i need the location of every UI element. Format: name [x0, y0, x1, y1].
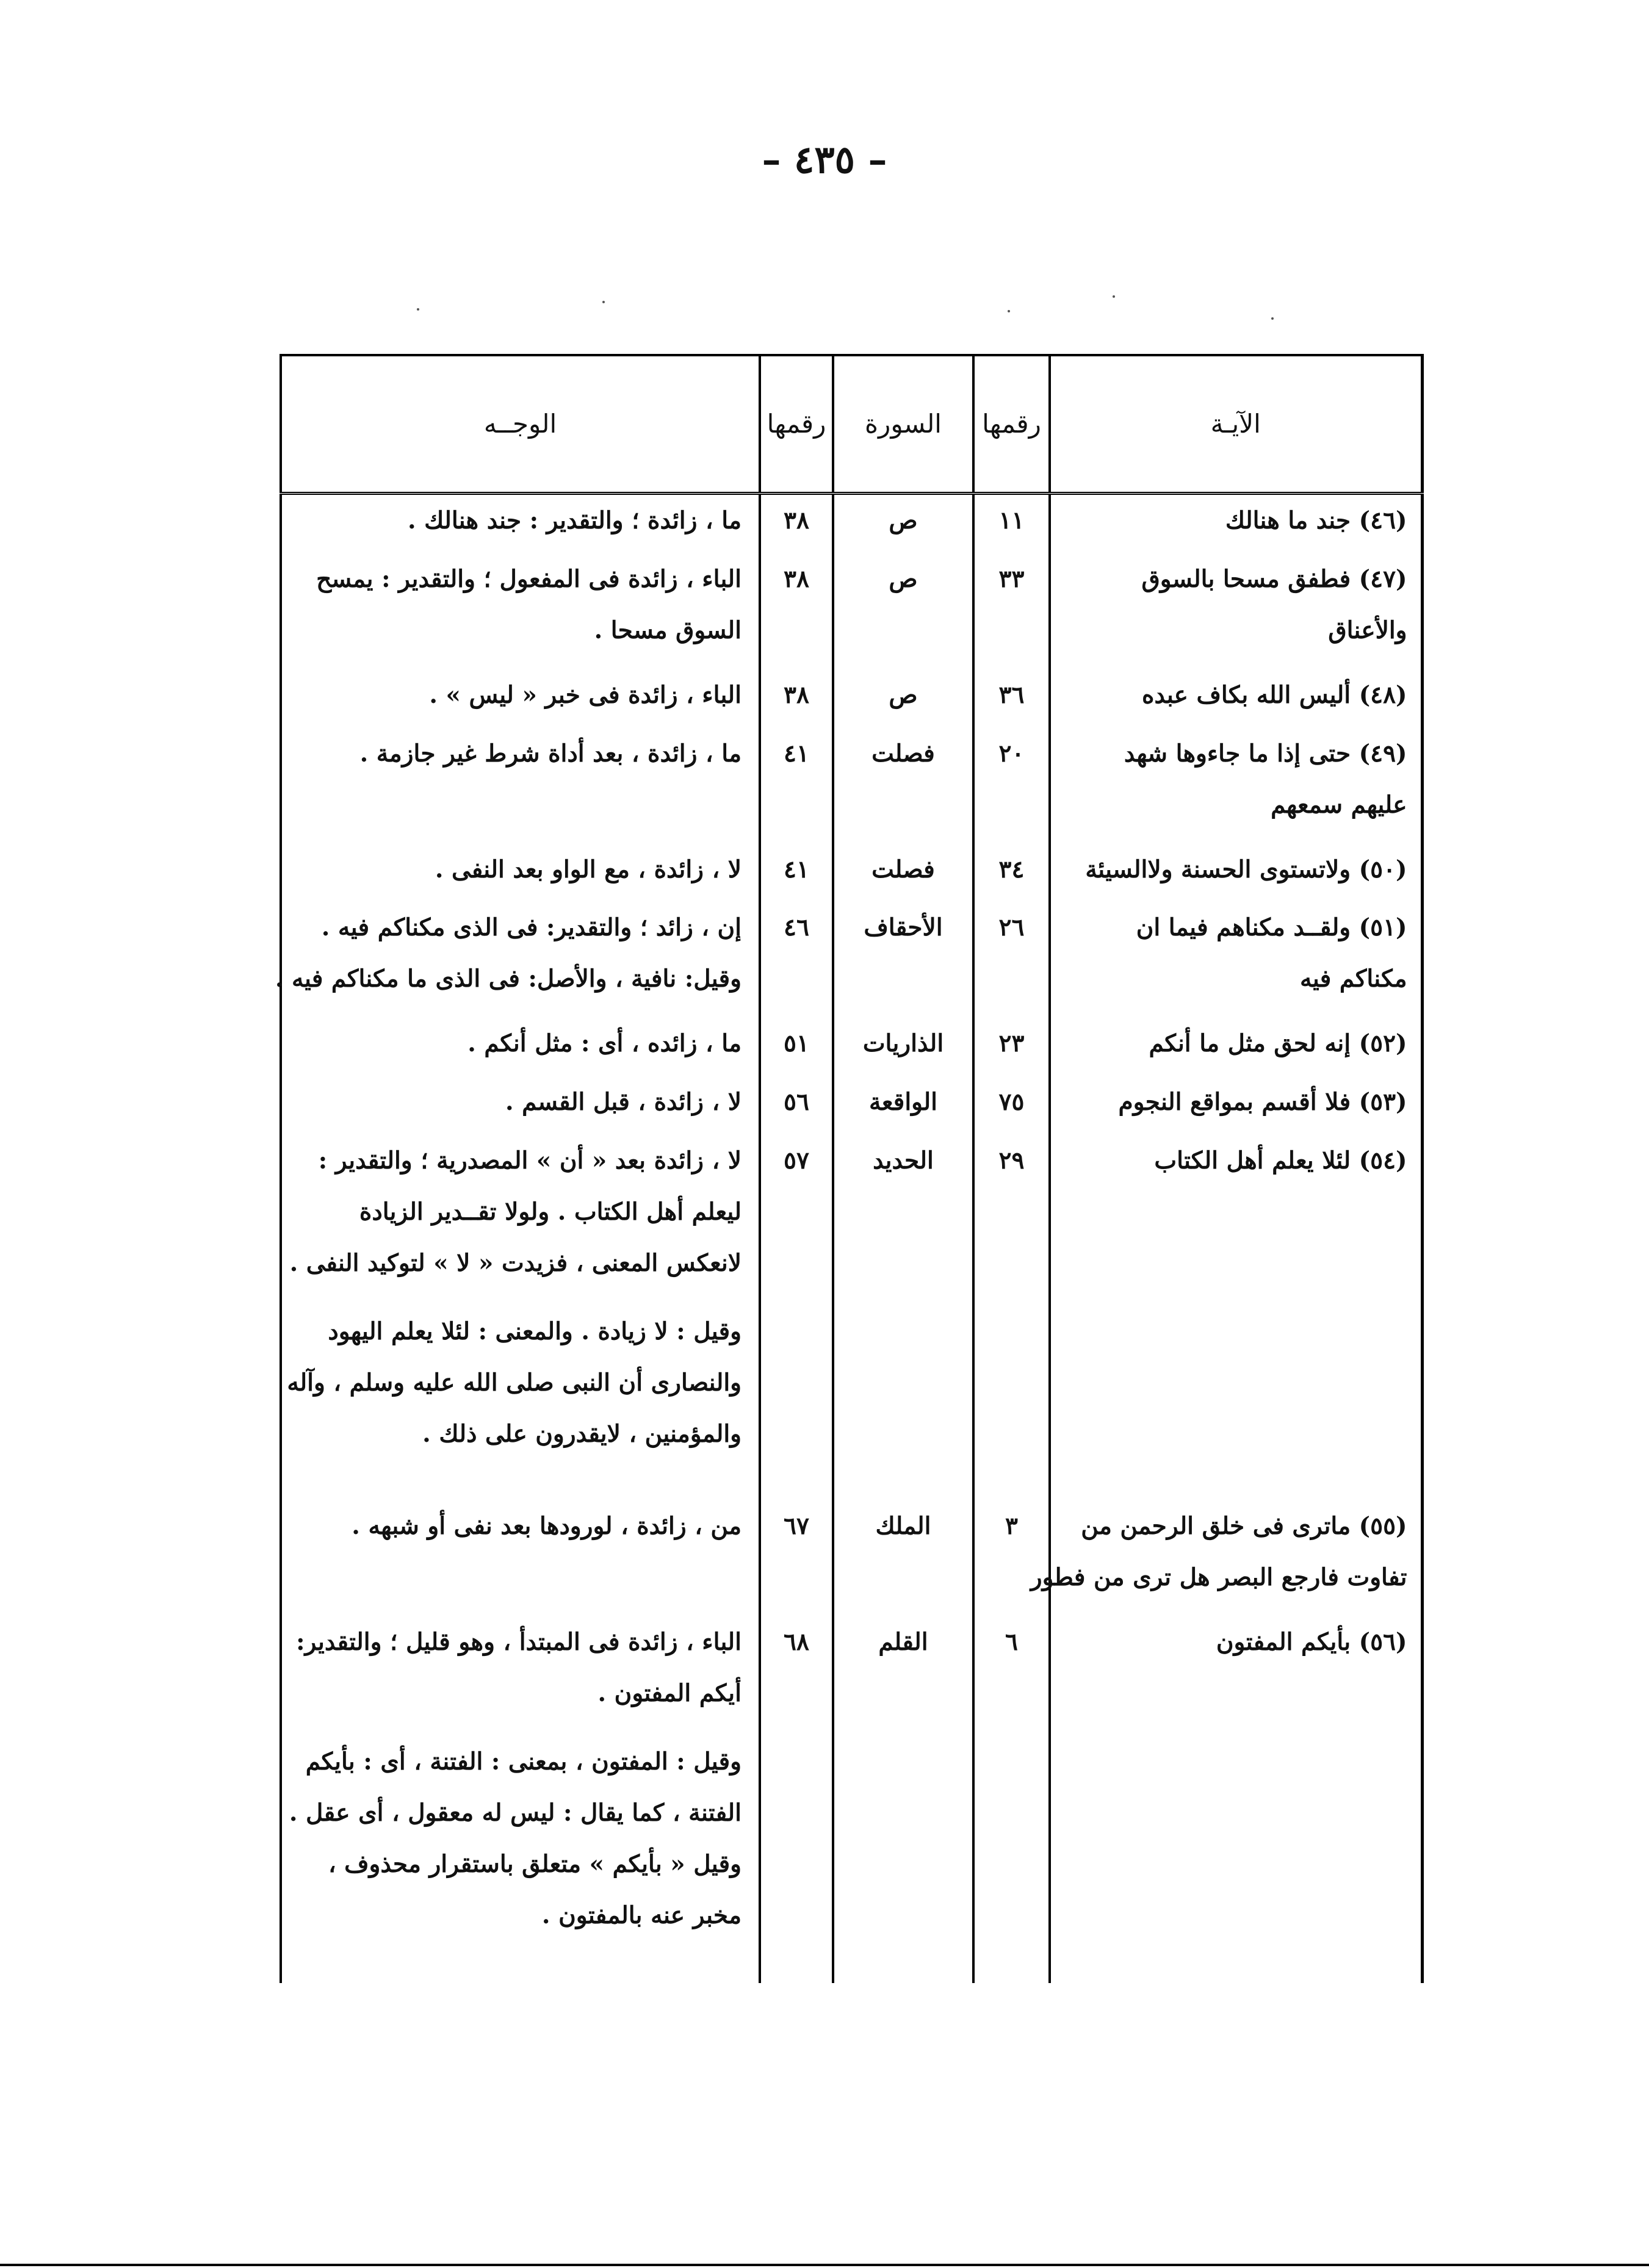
surah-cell: الملك	[833, 1500, 973, 1616]
wajh-line: من ، زائدة ، لورودها بعد نفى أو شبهه .	[352, 1512, 742, 1541]
scan-speck	[417, 308, 419, 311]
wajh-cell	[281, 553, 760, 669]
surah-cell: ص	[833, 553, 973, 669]
table-header-row	[281, 355, 1422, 494]
header-ayah-number: رقمها	[973, 355, 1050, 494]
wajh-line: الباء ، زائدة فى خبر « ليس » .	[429, 681, 742, 710]
ayah-number-cell: ٢٦	[973, 902, 1050, 1018]
wajh-line: وقيل: نافية ، والأصل: فى الذى ما مكناكم فيه .	[275, 965, 742, 993]
ayah-line: (٥٠) ولاتستوى الحسنة ولاالسيئة	[1085, 855, 1407, 884]
table-row	[281, 553, 1422, 669]
surah-number-cell: ٦٧	[760, 1500, 833, 1616]
ayah-number-cell: ١١	[973, 494, 1050, 553]
ayah-cell	[1050, 844, 1422, 902]
surah-cell: فصلت	[833, 844, 973, 902]
table-row	[281, 844, 1422, 902]
wajh-line: الباء ، زائدة فى المبتدأ ، وهو قليل ؛ والتقدير:	[296, 1628, 742, 1657]
ayah-line: مكناكم فيه	[1300, 965, 1407, 993]
surah-cell: الحديد	[833, 1135, 973, 1501]
ayah-cell	[1050, 553, 1422, 669]
surah-number-cell: ٣٨	[760, 553, 833, 669]
wajh-line: لا ، زائدة بعد « أن » المصدرية ؛ والتقدير :	[318, 1146, 742, 1175]
wajh-line: أيكم المفتون .	[597, 1679, 742, 1708]
ayah-number-cell: ٣٦	[973, 669, 1050, 728]
surah-number-cell: ٣٨	[760, 494, 833, 553]
wajh-line: ليعلم أهل الكتاب . ولولا تقــدير الزيادة	[359, 1197, 742, 1226]
wajh-cell	[281, 1616, 760, 1982]
wajh-line: ما ، زائدة ، بعد أداة شرط غير جازمة .	[359, 739, 742, 768]
wajh-line: والمؤمنين ، لايقدرون على ذلك .	[422, 1419, 742, 1448]
ayah-line: عليهم سمعهم	[1271, 790, 1407, 819]
wajh-line: ما ، زائدة ؛ والتقدير : جند هنالك .	[408, 506, 742, 535]
ayah-number-cell: ٢٣	[973, 1018, 1050, 1076]
table-row	[281, 494, 1422, 553]
ayah-cell	[1030, 1500, 1422, 1616]
ayah-line: (٥٥) ماترى فى خلق الرحمن من	[1081, 1512, 1407, 1541]
ayah-line: (٤٧) فطفق مسحا بالسوق	[1141, 564, 1407, 593]
wajh-line: مخبر عنه بالمفتون .	[541, 1901, 742, 1930]
filler-cell	[760, 1982, 833, 1983]
wajh-cell	[281, 669, 760, 728]
table-filler-row	[281, 1982, 1422, 1983]
scan-speck	[1113, 295, 1115, 298]
ayah-line: (٥١) ولقــد مكناهم فيما ان	[1136, 913, 1407, 942]
wajh-line: والنصارى أن النبى صلى الله عليه وسلم ، وآله	[287, 1368, 742, 1397]
table-row	[281, 1018, 1422, 1076]
ayah-cell	[1050, 494, 1422, 553]
ayah-cell	[1050, 1135, 1422, 1501]
surah-number-cell: ٤٦	[760, 902, 833, 1018]
table-row	[281, 1135, 1422, 1501]
ayah-cell	[1050, 1616, 1422, 1982]
wajh-cell	[281, 1018, 760, 1076]
wajh-cell	[281, 1135, 760, 1501]
wajh-line: إن ، زائد ؛ والتقدير: فى الذى مكناكم فيه .	[321, 913, 742, 942]
surah-number-cell: ٥٧	[760, 1135, 833, 1501]
table-row	[281, 669, 1422, 728]
wajh-line: لانعكس المعنى ، فزيدت « لا » لتوكيد النفى .	[289, 1248, 742, 1277]
ayah-number-cell: ٢٠	[973, 728, 1050, 844]
ayah-line: (٥٦) بأيكم المفتون	[1216, 1628, 1407, 1657]
surah-cell: فصلت	[833, 728, 973, 844]
wajh-line: الفتنة ، كما يقال : ليس له معقول ، أى عقل .	[289, 1799, 742, 1827]
ayah-line: (٤٩) حتى إذا ما جاءوها شهد	[1124, 739, 1407, 768]
wajh-cell	[275, 902, 760, 1018]
table-row	[281, 1500, 1422, 1616]
filler-cell	[833, 1982, 973, 1983]
ayah-number-cell: ٣٤	[973, 844, 1050, 902]
table-row	[281, 902, 1422, 1018]
surah-number-cell: ٥١	[760, 1018, 833, 1076]
wajh-cell	[281, 844, 760, 902]
ayah-cell	[1050, 669, 1422, 728]
ayah-number-cell: ٢٩	[973, 1135, 1050, 1501]
wajh-line: لا ، زائدة ، مع الواو بعد النفى .	[435, 855, 742, 884]
header-ayah: الآيـة	[1050, 355, 1422, 494]
scan-speck	[602, 301, 605, 303]
table-row	[281, 1076, 1422, 1135]
ayah-line: (٥٤) لئلا يعلم أهل الكتاب	[1154, 1146, 1407, 1175]
ayah-number-cell: ٣	[973, 1500, 1050, 1616]
surah-cell: الأحقاف	[833, 902, 973, 1018]
wajh-line: وقيل : لا زيادة . والمعنى : لئلا يعلم اليهود	[328, 1317, 742, 1345]
table-row	[281, 1616, 1422, 1982]
surah-cell: ص	[833, 669, 973, 728]
header-wajh: الوجــه	[281, 355, 760, 494]
surah-number-cell: ٤١	[760, 844, 833, 902]
filler-cell	[1050, 1982, 1422, 1983]
surah-number-cell: ٣٨	[760, 669, 833, 728]
ayah-line: (٥٣) فلا أقسم بمواقع النجوم	[1118, 1088, 1407, 1117]
ayah-line: تفاوت فارجع البصر هل ترى من فطور	[1030, 1563, 1407, 1592]
ayah-number-cell: ٦	[973, 1616, 1050, 1982]
wajh-cell	[281, 1076, 760, 1135]
surah-cell: ص	[833, 494, 973, 553]
wajh-line: وقيل « بأيكم » متعلق باستقرار محذوف ،	[328, 1850, 742, 1879]
wajh-line: لا ، زائدة ، قبل القسم .	[505, 1088, 742, 1117]
wajh-line: السوق مسحا .	[594, 616, 742, 644]
header-surah: السورة	[833, 355, 973, 494]
ayah-line: (٥٢) إنه لحق مثل ما أنكم	[1149, 1029, 1407, 1058]
filler-cell	[281, 1982, 760, 1983]
wajh-cell	[281, 494, 760, 553]
wajh-cell	[281, 1500, 760, 1616]
ayah-table	[275, 354, 1424, 1983]
scan-speck	[1271, 317, 1274, 320]
surah-cell: القلم	[833, 1616, 973, 1982]
ayah-cell	[1050, 1018, 1422, 1076]
surah-number-cell: ٤١	[760, 728, 833, 844]
wajh-cell	[281, 728, 760, 844]
surah-cell: الذاريات	[833, 1018, 973, 1076]
ayah-line: (٤٨) أليس الله بكاف عبده	[1141, 681, 1407, 710]
wajh-line: الباء ، زائدة فى المفعول ؛ والتقدير : يمسح	[316, 564, 742, 593]
ayah-line: والأعناق	[1328, 616, 1407, 644]
table-row	[281, 728, 1422, 844]
ayah-cell	[1050, 1076, 1422, 1135]
page-number: – ٤٣٥ –	[762, 137, 887, 182]
wajh-line: ما ، زائده ، أى : مثل أنكم .	[467, 1029, 742, 1058]
header-surah-number: رقمها	[760, 355, 833, 494]
filler-cell	[973, 1982, 1050, 1983]
ayah-cell	[1050, 728, 1422, 844]
ayah-number-cell: ٣٣	[973, 553, 1050, 669]
surah-number-cell: ٦٨	[760, 1616, 833, 1982]
wajh-line: وقيل : المفتون ، بمعنى : الفتنة ، أى : بأيكم	[305, 1748, 742, 1776]
ayah-line: (٤٦) جند ما هنالك	[1225, 506, 1407, 535]
ayah-number-cell: ٧٥	[973, 1076, 1050, 1135]
ayah-cell	[1050, 902, 1422, 1018]
surah-number-cell: ٥٦	[760, 1076, 833, 1135]
scan-bottom-edge	[0, 2264, 1649, 2266]
surah-cell: الواقعة	[833, 1076, 973, 1135]
scan-speck	[1008, 310, 1010, 312]
